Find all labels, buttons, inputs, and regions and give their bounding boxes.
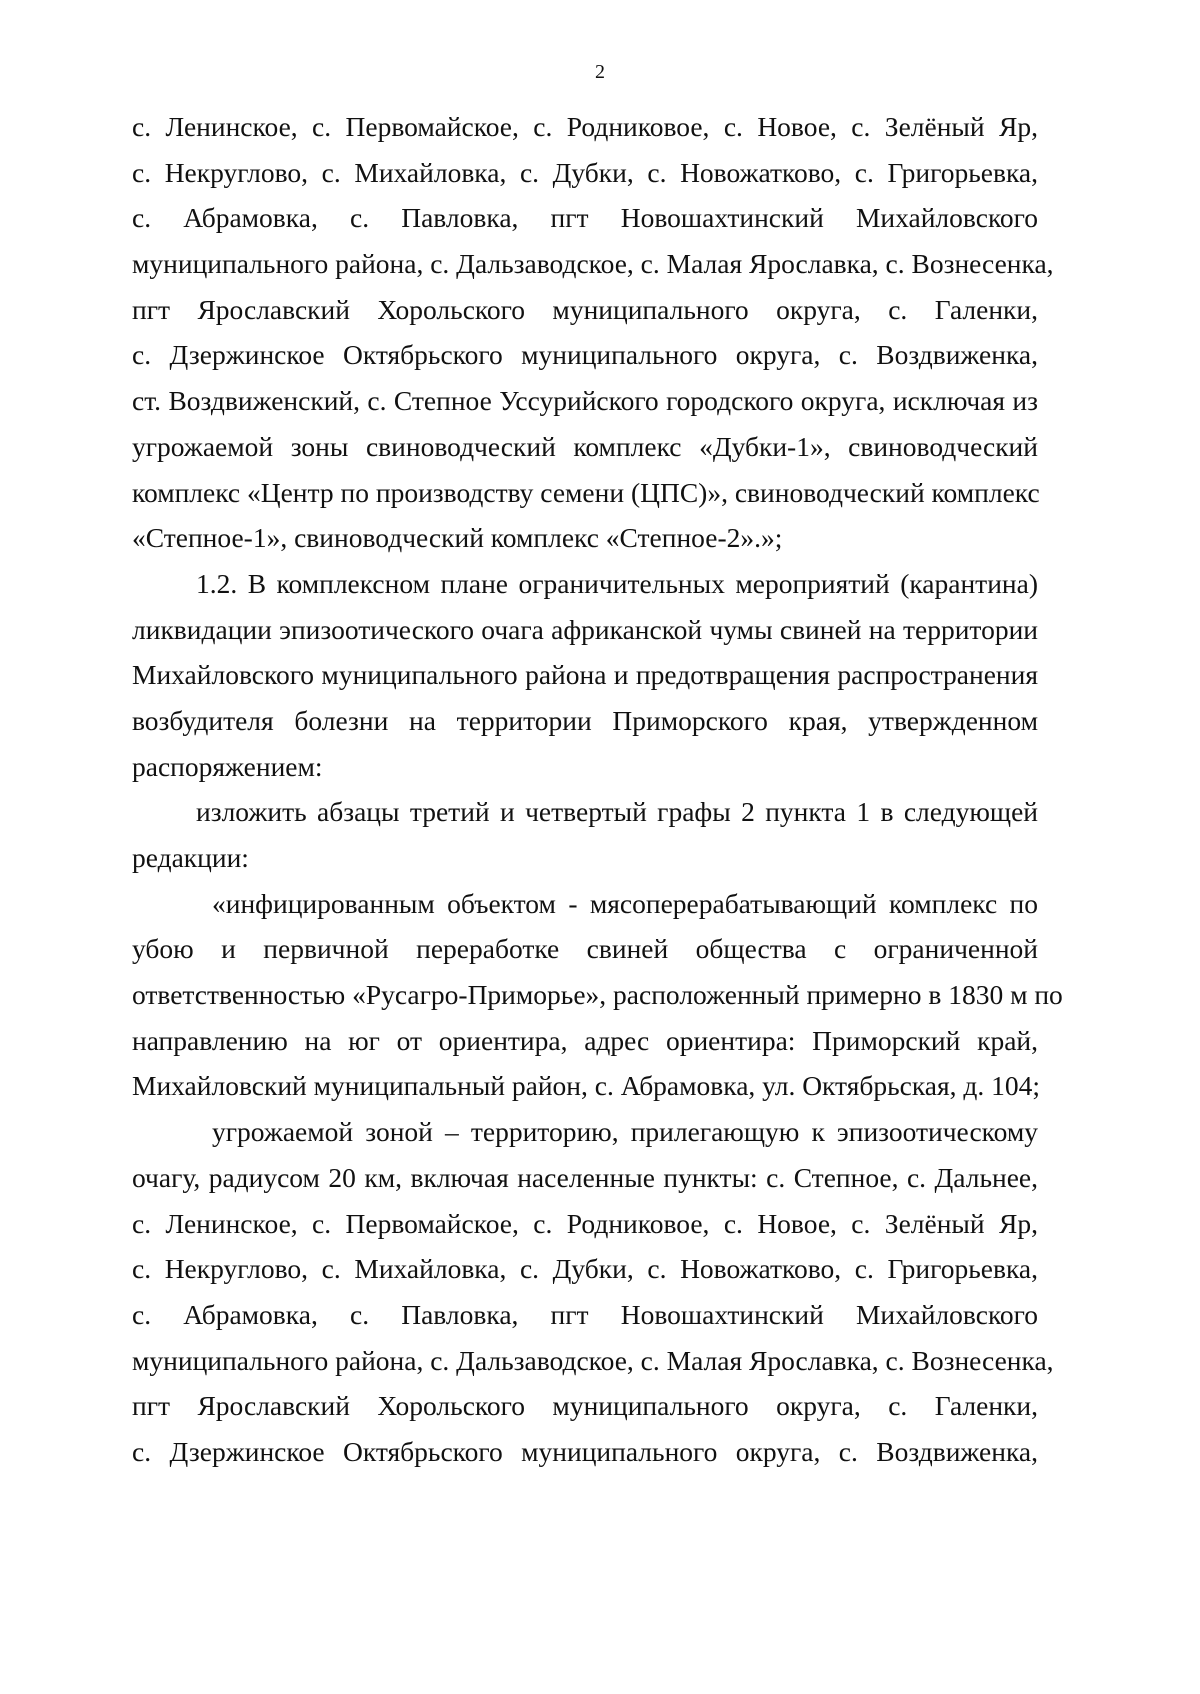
- text-line: с. Некруглово, с. Михайловка, с. Дубки, с. Новожатково, с. Григорьевка,: [132, 1253, 1038, 1285]
- text-line: с. Некруглово, с. Михайловка, с. Дубки, с. Новожатково, с. Григорьевка,: [132, 156, 1038, 188]
- text-line: муниципального района, с. Дальзаводское, с. Малая Ярославка, с. Вознесенка,: [132, 1344, 1054, 1376]
- text-line: направлению на юг от ориентира, адрес ориентира: Приморский край,: [132, 1024, 1038, 1056]
- paragraph-start-line: угрожаемой зоной – территорию, прилегающую к эпизоотическому: [212, 1116, 1038, 1148]
- text-line: с. Ленинское, с. Первомайское, с. Родниковое, с. Новое, с. Зелёный Яр,: [132, 1207, 1038, 1239]
- text-line: пгт Ярославский Хорольского муниципального округа, с. Галенки,: [132, 293, 1038, 325]
- text-line: Михайловский муниципальный район, с. Абрамовка, ул. Октябрьская, д. 104;: [132, 1070, 1041, 1102]
- paragraph-start-line: 1.2. В комплексном плане ограничительных мероприятий (карантина): [196, 567, 1038, 599]
- text-line: редакции:: [132, 842, 249, 873]
- text-line: с. Ленинское, с. Первомайское, с. Родниковое, с. Новое, с. Зелёный Яр,: [132, 111, 1038, 142]
- text-line: с. Абрамовка, с. Павловка, пгт Новошахтинский Михайловского: [132, 202, 1038, 234]
- paragraph-start-line: изложить абзацы третий и четвертый графы 2 пункта 1 в следующей: [196, 796, 1038, 828]
- text-line: муниципального района, с. Дальзаводское, с. Малая Ярославка, с. Вознесенка,: [132, 248, 1054, 280]
- text-line: с. Дзержинское Октябрьского муниципального округа, с. Воздвиженка,: [132, 1435, 1038, 1467]
- text-line: возбудителя болезни на территории Приморского края, утвержденном: [132, 704, 1038, 736]
- text-line: убою и первичной переработке свиней общества с ограниченной: [132, 933, 1038, 965]
- text-line: «Степное-1», свиноводческий комплекс «Степное-2».»;: [132, 522, 783, 554]
- text-line: Михайловского муниципального района и предотвращения распространения: [132, 659, 1038, 691]
- text-line: ст. Воздвиженский, с. Степное Уссурийского городского округа, исключая из: [132, 385, 1038, 417]
- text-line: комплекс «Центр по производству семени (ЦПС)», свиноводческий комплекс: [132, 476, 1040, 508]
- text-line: угрожаемой зоны свиноводческий комплекс «Дубки-1», свиноводческий: [132, 430, 1038, 462]
- text-line: с. Дзержинское Октябрьского муниципального округа, с. Воздвиженка,: [132, 339, 1038, 371]
- document-body: [132, 104, 1063, 1475]
- text-line: распоряжением:: [132, 750, 323, 782]
- text-line: ликвидации эпизоотического очага африканской чумы свиней на территории: [132, 613, 1038, 645]
- paragraph-start-line: «инфицированным объектом - мясоперерабатывающий комплекс по: [212, 887, 1038, 919]
- text-line: с. Абрамовка, с. Павловка, пгт Новошахтинский Михайловского: [132, 1298, 1038, 1330]
- page-number: 2: [595, 61, 605, 83]
- text-line: ответственностью «Русагро-Приморье», расположенный примерно в 1830 м по: [132, 979, 1063, 1011]
- text-line: пгт Ярославский Хорольского муниципального округа, с. Галенки,: [132, 1390, 1038, 1422]
- text-line: очагу, радиусом 20 км, включая населенные пункты: с. Степное, с. Дальнее,: [132, 1161, 1038, 1193]
